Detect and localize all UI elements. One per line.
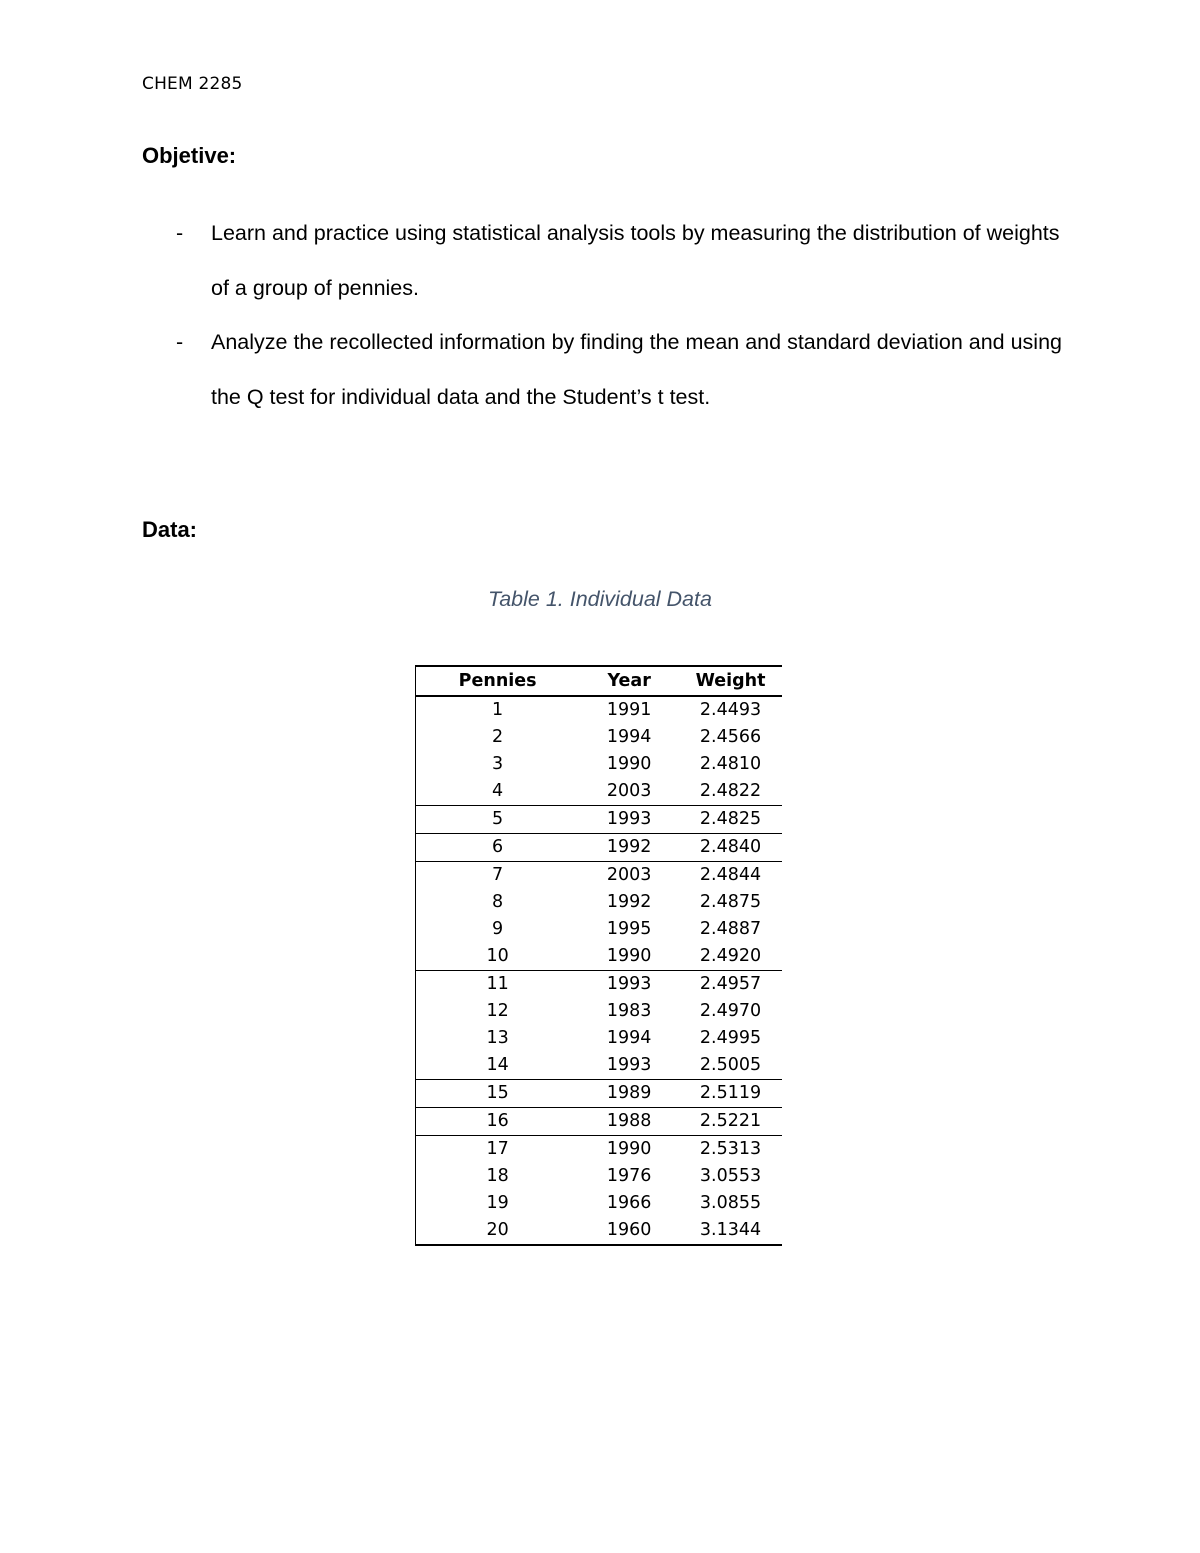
cell-penny-number: 1 [416,696,580,724]
cell-weight: 3.1344 [679,1217,782,1245]
cell-penny-number: 12 [416,998,580,1025]
list-item [142,315,1082,425]
cell-year: 1990 [579,943,679,971]
objective-text: Analyze the recollected information by finding the mean and standard deviation and using the Q test for individual data and the Student’s t test. [211,330,1062,409]
table-row [416,1136,783,1164]
column-header-year: Year [579,666,679,696]
cell-weight: 2.4840 [679,834,782,862]
cell-penny-number: 17 [416,1136,580,1164]
cell-year: 1994 [606,727,652,747]
cell-year: 1976 [606,1166,652,1186]
table-row [416,1080,783,1108]
cell-year: 1993 [579,1052,679,1080]
bullet-dash: - [176,221,184,245]
table-row [416,751,783,778]
table-row [416,806,783,834]
cell-year: 1991 [606,700,652,720]
table-body [416,696,783,1245]
objective-list [142,206,1082,424]
cell-year: 1989 [579,1080,679,1108]
cell-year: 1983 [606,1001,652,1021]
column-header-pennies: Pennies [416,666,580,696]
table-row [416,943,783,971]
cell-penny-number: 18 [416,1163,580,1190]
cell-weight: 2.4844 [699,865,762,885]
cell-weight: 2.4875 [699,892,762,912]
cell-weight: 2.4887 [699,919,762,939]
cell-year: 1992 [579,834,679,862]
cell-penny-number: 2 [416,724,580,751]
penny-data-table [415,665,782,1246]
data-heading: Data: [142,517,198,542]
cell-penny-number: 20 [416,1217,580,1245]
table-row [416,889,783,916]
table-row [416,1025,783,1052]
cell-year: 1994 [606,1028,652,1048]
table-row [416,724,783,751]
table-row [416,998,783,1025]
cell-penny-number: 15 [416,1080,580,1108]
table-row [416,778,783,806]
cell-year: 2003 [606,865,652,885]
table-row [416,862,783,890]
table-row [416,1163,783,1190]
cell-penny-number: 16 [416,1108,580,1136]
cell-penny-number: 5 [416,806,580,834]
cell-weight: 2.4493 [699,700,762,720]
cell-weight: 2.5119 [679,1080,782,1108]
cell-weight: 3.0553 [699,1166,762,1186]
cell-year: 1960 [579,1217,679,1245]
cell-weight: 2.4810 [699,754,762,774]
table-row [416,1217,783,1245]
cell-penny-number: 4 [416,778,580,806]
table-row [416,1108,783,1136]
cell-year: 1988 [579,1108,679,1136]
cell-weight: 2.4566 [699,727,762,747]
cell-year: 1995 [606,919,652,939]
cell-penny-number: 8 [416,889,580,916]
cell-weight: 2.4957 [699,974,762,994]
table-row [416,1190,783,1217]
cell-penny-number: 13 [416,1025,580,1052]
cell-penny-number: 10 [416,943,580,971]
cell-year: 1993 [579,806,679,834]
cell-year: 1990 [606,754,652,774]
list-item [142,206,1082,316]
cell-weight: 2.4970 [699,1001,762,1021]
cell-year: 2003 [579,778,679,806]
cell-year: 1990 [606,1139,652,1159]
cell-weight: 2.4995 [699,1028,762,1048]
table-row [416,971,783,999]
cell-weight: 2.4920 [679,943,782,971]
objective-heading: Objetive: [142,143,237,168]
column-header-weight: Weight [679,666,782,696]
table-header-row [416,666,783,696]
cell-weight: 2.5221 [679,1108,782,1136]
cell-weight: 2.5313 [699,1139,762,1159]
cell-penny-number: 14 [416,1052,580,1080]
cell-year: 1992 [606,892,652,912]
course-code: CHEM 2285 [142,74,243,94]
cell-penny-number: 9 [416,916,580,943]
cell-weight: 2.4825 [679,806,782,834]
cell-year: 1966 [606,1193,652,1213]
cell-weight: 2.4822 [679,778,782,806]
table-row [416,916,783,943]
cell-year: 1993 [606,974,652,994]
table-row [416,834,783,862]
cell-weight: 3.0855 [699,1193,762,1213]
objective-text: Learn and practice using statistical analysis tools by measuring the distribution of weights of a group of pennies. [211,221,1060,300]
table-row [416,696,783,724]
table-row [416,1052,783,1080]
cell-weight: 2.5005 [679,1052,782,1080]
cell-penny-number: 7 [416,862,580,890]
bullet-dash: - [176,330,184,354]
cell-penny-number: 19 [416,1190,580,1217]
cell-penny-number: 6 [416,834,580,862]
cell-penny-number: 3 [416,751,580,778]
cell-penny-number: 11 [416,971,580,999]
table-caption: Table 1. Individual Data [488,587,712,611]
